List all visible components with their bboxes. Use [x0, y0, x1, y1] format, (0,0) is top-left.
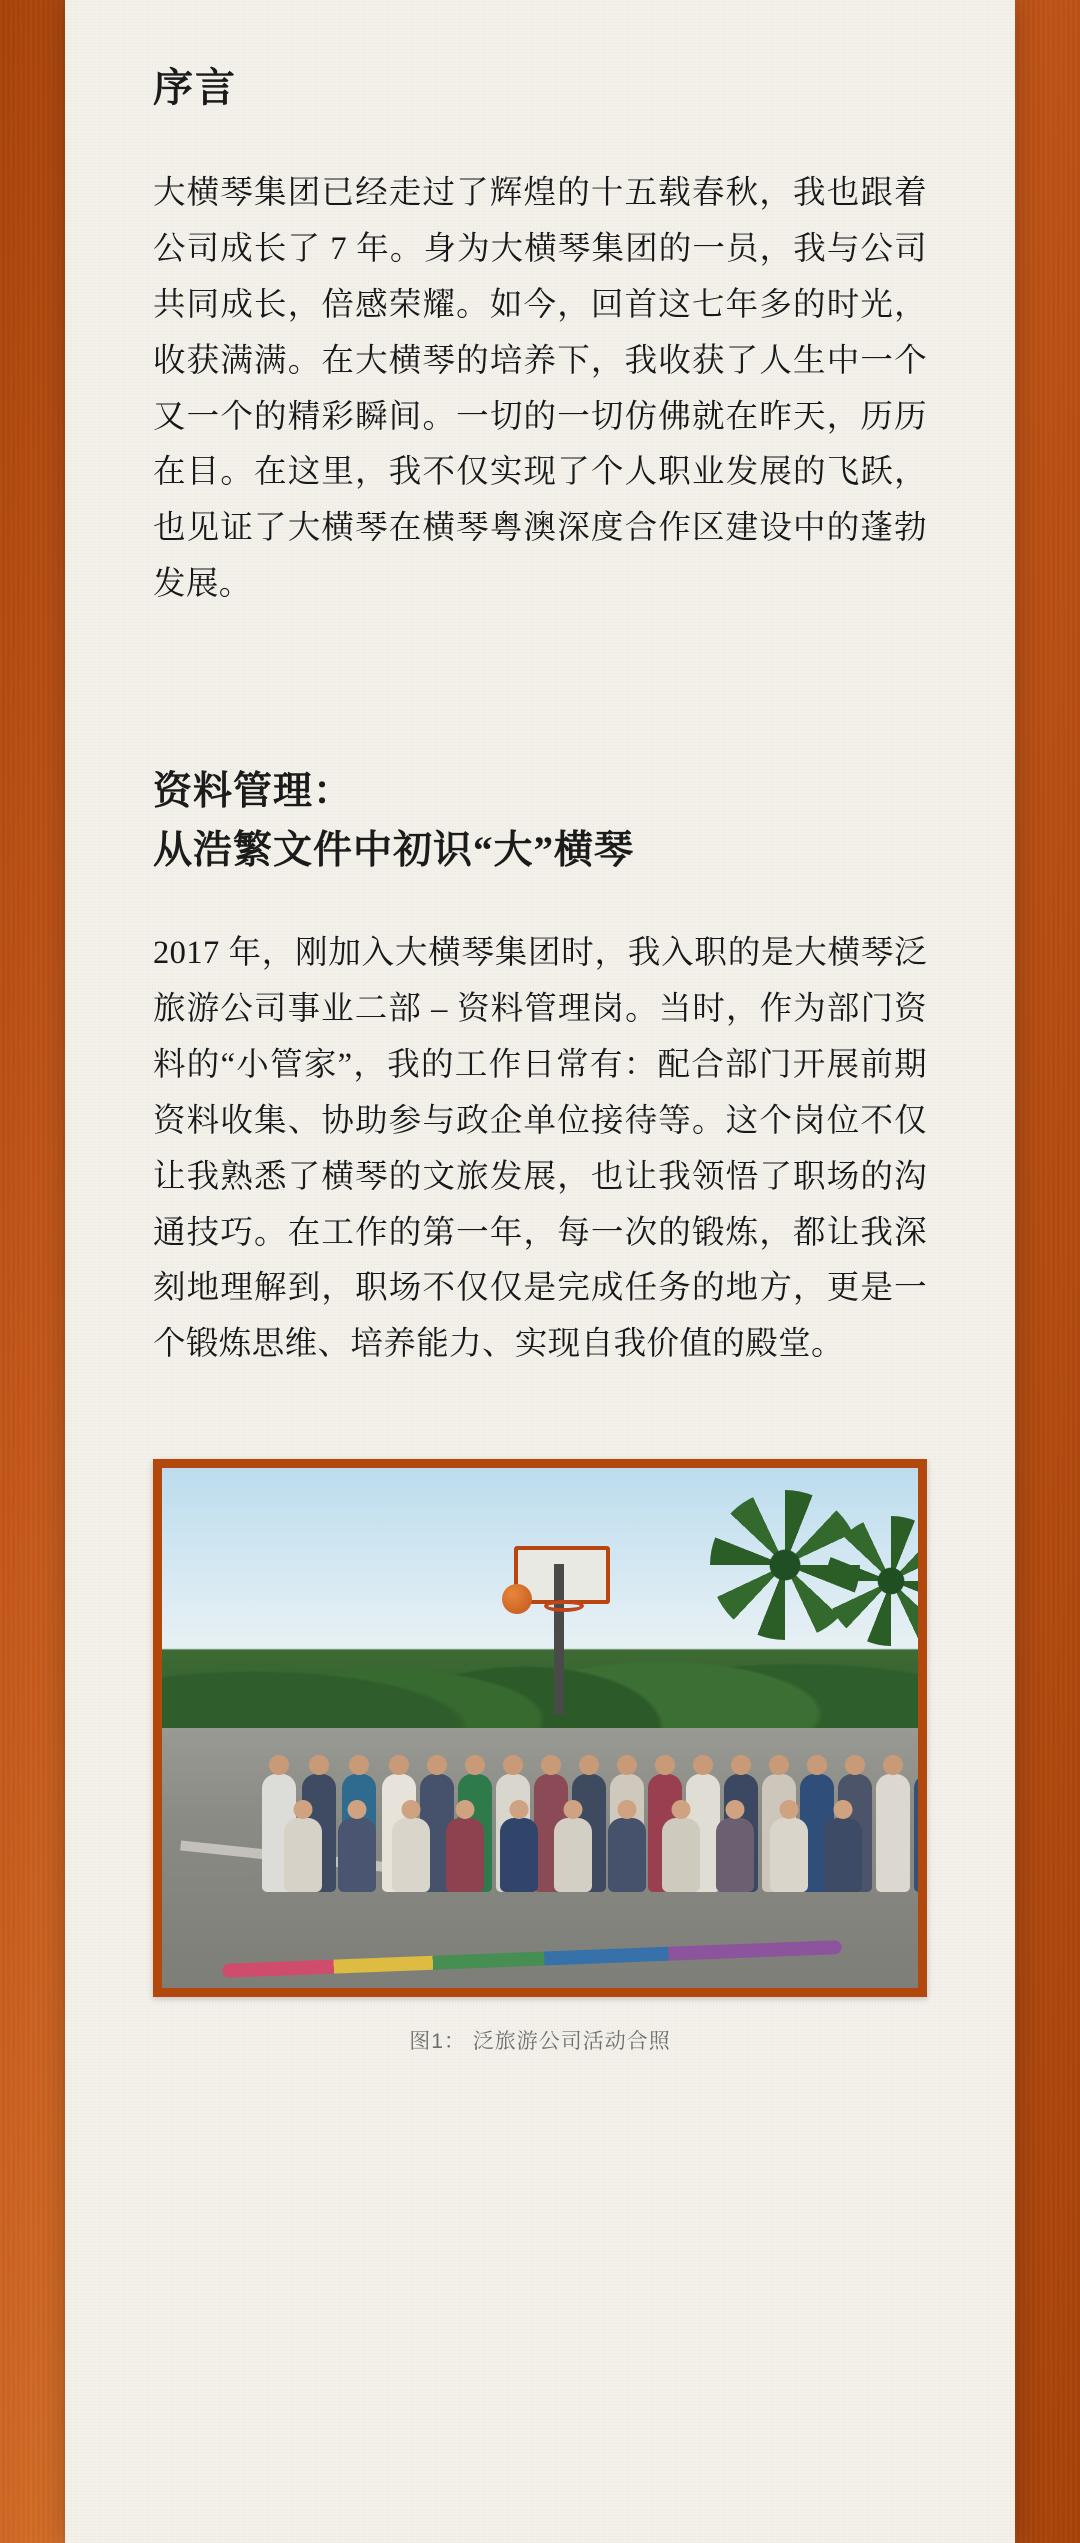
article-content [65, 0, 1015, 2055]
section-heading-archives-line2: 从浩繁文件中初识“大”横琴 [153, 828, 635, 872]
figure-team-photo [153, 1459, 927, 2055]
paper-sheet [65, 0, 1015, 2543]
paragraph-archives: 2017 年，刚加入大横琴集团时，我入职的是大横琴泛旅游公司事业二部 – 资料管理岗。当时，作为部门资料的“小管家”，我的工作日常有：配合部门开展前期资料收集、协助参与政企单位接待等。这个岗位不仅让我熟悉了横琴的文旅发展，也让我领悟了职场的沟通技巧。在工作的第一年，每一次的锻炼，都让我深刻地理解到，职场不仅仅是完成任务的地方，更是一个锻炼思维、培养能力、实现自我价值的殿堂。 [153, 935, 927, 1363]
figure-caption: 图1： 泛旅游公司活动合照 [409, 2030, 671, 2054]
section-heading-preface: 序言 [153, 65, 237, 110]
paragraph-preface: 大横琴集团已经走过了辉煌的十五载春秋，我也跟着公司成长了 7 年。身为大横琴集团的一员，我与公司共同成长，倍感荣耀。如今，回首这七年多的时光，收获满满。在大横琴的培养下，我收获了人生中一个又一个的精彩瞬间。一切的一切仿佛就在昨天，历历在目。在这里，我不仅实现了个人职业发展的飞跃，也见证了大横琴在横琴粤澳深度合作区建设中的蓬勃发展。 [153, 175, 927, 603]
photo-frame [153, 1459, 927, 1997]
team-photo-image [162, 1468, 918, 1988]
section-heading-archives [153, 763, 927, 880]
section-spacer [153, 613, 927, 763]
hoop-pole [554, 1564, 564, 1714]
photo-crowd [162, 1702, 918, 1892]
section-heading-archives-line1: 资料管理： [153, 770, 354, 814]
